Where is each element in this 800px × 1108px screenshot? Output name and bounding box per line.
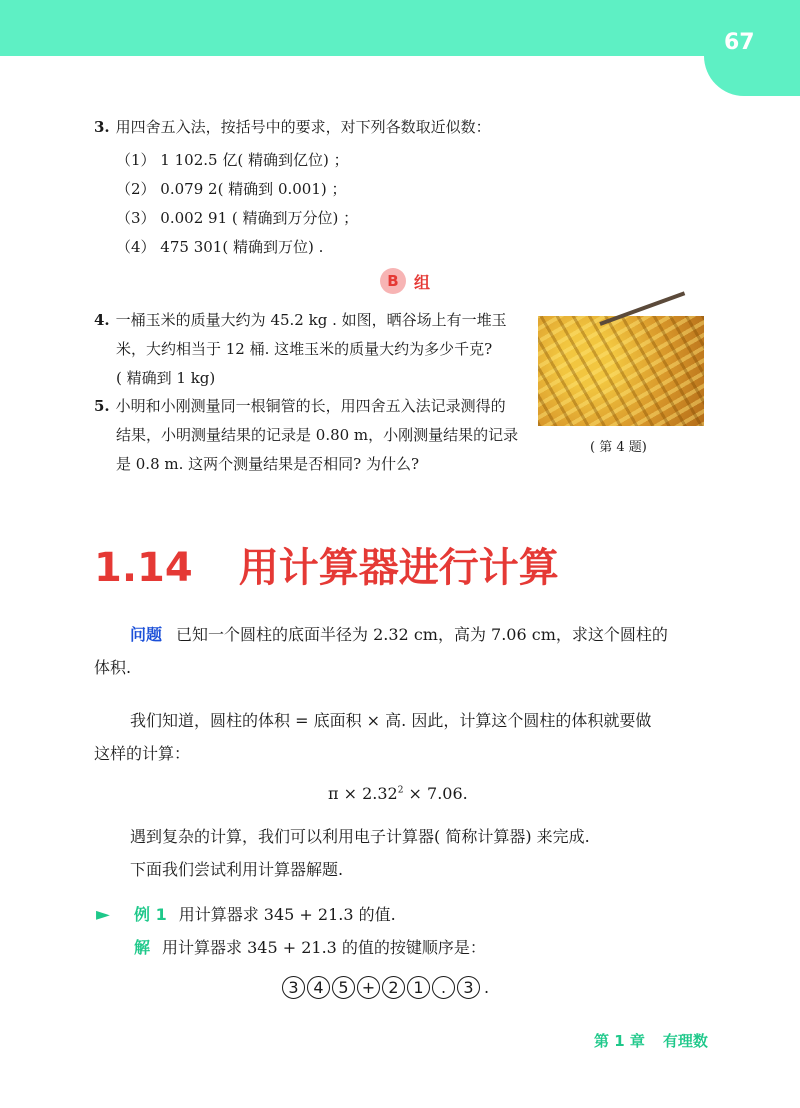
header-band <box>0 0 800 56</box>
sequence-end: . <box>484 978 490 997</box>
corn-photo <box>538 316 704 426</box>
figure-caption: ( 第 4 题) <box>590 440 647 455</box>
key-2-icon: 2 <box>382 976 405 999</box>
key-sequence <box>282 976 489 999</box>
key-1-icon: 1 <box>407 976 430 999</box>
question-label: 问题 <box>130 625 163 644</box>
question-text-cont: 体积. <box>94 658 132 677</box>
key-3-icon: 3 <box>282 976 305 999</box>
chapter-number: 第 1 章 <box>594 1032 645 1050</box>
formula: $\pi \times 2.32^2 \times 7.06$. <box>328 784 468 803</box>
key-dot-icon: . <box>432 976 455 999</box>
problem-line: 结果，小明测量结果的记录是 0.80 m，小刚测量结果的记录 <box>116 426 519 444</box>
group-heading <box>380 268 430 294</box>
problem-number: 3. <box>94 118 110 136</box>
page-number: 67 <box>724 30 755 55</box>
problem-number: 4. <box>94 311 110 329</box>
example-arrow-icon: ► <box>96 904 110 925</box>
chapter-title: 有理数 <box>662 1032 708 1050</box>
example-label: 例 1 <box>134 905 167 924</box>
key-5-icon: 5 <box>332 976 355 999</box>
question-paragraph <box>94 618 718 684</box>
chapter-footer <box>594 1030 708 1051</box>
paragraph-line: 我们知道，圆柱的体积 = 底面积 × 高. 因此，计算这个圆柱的体积就要做 <box>130 711 652 730</box>
key-plus-icon: + <box>357 976 380 999</box>
example-1 <box>134 898 694 964</box>
sub-item: （4） 475 301( 精确到万位) . <box>116 238 324 256</box>
solution-label: 解 <box>134 938 151 957</box>
paragraph-1 <box>94 704 718 770</box>
question-text: 已知一个圆柱的底面半径为 2.32 cm，高为 7.06 cm，求这个圆柱的 <box>176 625 668 644</box>
problem-line: 4. 一桶玉米的质量大约为 45.2 kg . 如图，晒谷场上有一堆玉 <box>94 311 507 329</box>
section-number: 1.14 <box>94 545 193 591</box>
problem-5 <box>94 392 522 479</box>
problem-4 <box>94 306 522 393</box>
paragraph-line: 遇到复杂的计算，我们可以利用电子计算器( 简称计算器) 来完成. <box>130 827 590 846</box>
problem-number: 5. <box>94 397 110 415</box>
problem-line: ( 精确到 1 kg) <box>116 369 216 387</box>
key-4-icon: 4 <box>307 976 330 999</box>
problem-3-items <box>116 146 358 262</box>
exponent: 2 <box>397 785 404 796</box>
problem-3 <box>94 116 491 137</box>
example-text: 用计算器求 345 + 21.3 的值. <box>178 905 396 924</box>
key-3-icon: 3 <box>457 976 480 999</box>
group-badge: B <box>380 268 406 294</box>
problem-line: 是 0.8 m. 这两个测量结果是否相同? 为什么? <box>116 455 420 473</box>
problem-line: 米，大约相当于 12 桶. 这堆玉米的质量大约为多少千克? <box>116 340 493 358</box>
section-title-text: 用计算器进行计算 <box>238 545 559 591</box>
section-title <box>94 536 559 593</box>
sub-item: （2） 0.079 2( 精确到 0.001) ； <box>116 180 347 198</box>
group-label: 组 <box>414 272 431 292</box>
sub-item: （3） 0.002 91 ( 精确到万分位) ； <box>116 209 359 227</box>
sub-item: （1） 1 102.5 亿( 精确到亿位) ； <box>116 151 349 169</box>
paragraph-line: 这样的计算： <box>94 744 191 763</box>
problem-text: 用四舍五入法，按括号中的要求，对下列各数取近似数： <box>115 118 491 136</box>
paragraph-line: 下面我们尝试利用计算器解题. <box>130 860 344 879</box>
problem-line: 5. 小明和小刚测量同一根铜管的长，用四舍五入法记录测得的 <box>94 397 506 415</box>
paragraph-2 <box>94 820 718 886</box>
solution-text: 用计算器求 345 + 21.3 的值的按键顺序是： <box>162 938 486 957</box>
